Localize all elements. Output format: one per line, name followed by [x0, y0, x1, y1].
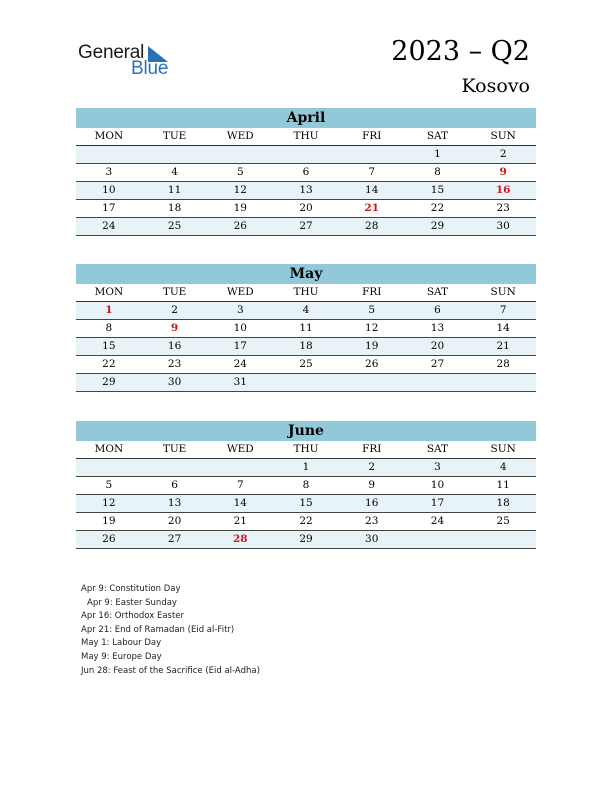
- day-cell: 3: [236, 304, 244, 316]
- weekday-label: THU: [293, 286, 319, 298]
- day-cell: 6: [171, 479, 178, 491]
- day-cell: 8: [302, 479, 310, 491]
- week-row: [76, 459, 536, 477]
- day-cell: 21: [496, 340, 510, 352]
- day-cell: 29: [430, 220, 445, 232]
- day-cell: 7: [236, 479, 244, 491]
- day-cell: 13: [299, 184, 313, 196]
- weekday-label: MON: [94, 443, 124, 455]
- day-cell: 20: [167, 515, 182, 527]
- day-cell: 12: [102, 497, 116, 509]
- month-may: [76, 264, 536, 392]
- day-cell: 15: [299, 497, 313, 509]
- day-cell: 28: [365, 220, 379, 232]
- day-cell: 6: [302, 166, 310, 178]
- weekday-header-row: [76, 441, 536, 459]
- week-row: [76, 356, 536, 374]
- day-cell: 19: [365, 340, 379, 352]
- day-cell: 16: [167, 340, 182, 352]
- day-cell: 25: [299, 358, 313, 370]
- logo-text-general: General: [78, 42, 145, 63]
- day-cell: 10: [102, 184, 116, 196]
- month-june: [76, 421, 536, 549]
- day-cell: 24: [233, 358, 247, 370]
- day-cell: 4: [171, 166, 178, 178]
- day-cell: 13: [167, 497, 182, 509]
- day-cell: 25: [167, 220, 182, 232]
- week-row: [76, 477, 536, 495]
- weekday-label: TUE: [162, 130, 187, 142]
- day-cell: 23: [365, 515, 379, 527]
- day-cell: [470, 531, 536, 548]
- day-cell: 15: [102, 340, 116, 352]
- day-cell: 29: [299, 533, 313, 545]
- day-cell: 5: [236, 166, 244, 178]
- day-cell: 27: [167, 533, 182, 545]
- week-row: [76, 495, 536, 513]
- weekday-header-row: [76, 128, 536, 146]
- weekday-label: FRI: [362, 130, 382, 142]
- day-cell: 26: [365, 358, 379, 370]
- country-name: Kosovo: [461, 75, 530, 97]
- day-cell: 22: [299, 515, 313, 527]
- holiday-note: Jun 28: Feast of the Sacrifice (Eid al-Adha): [81, 665, 260, 676]
- day-cell: 17: [233, 340, 247, 352]
- day-cell: 14: [365, 184, 379, 196]
- day-cell: 16: [365, 497, 379, 509]
- day-cell: 15: [430, 184, 445, 196]
- weekday-label: SAT: [426, 286, 449, 298]
- weekday-header-row: [76, 284, 536, 302]
- weekday-label: SAT: [426, 443, 449, 455]
- holiday-day-cell: 1: [105, 304, 113, 316]
- week-row: [76, 513, 536, 531]
- holiday-day-cell: 21: [364, 202, 380, 214]
- day-cell: 22: [430, 202, 445, 214]
- day-cell: [207, 459, 273, 476]
- holiday-note: May 1: Labour Day: [81, 638, 162, 649]
- day-cell: 29: [102, 376, 116, 388]
- day-cell: 18: [299, 340, 313, 352]
- holiday-day-cell: 28: [232, 533, 248, 545]
- week-row: [76, 218, 536, 236]
- day-cell: 13: [430, 322, 445, 334]
- day-cell: [273, 374, 339, 391]
- logo-text-blue: Blue: [131, 58, 169, 79]
- week-row: [76, 374, 536, 392]
- day-cell: 6: [434, 304, 441, 316]
- day-cell: 2: [171, 304, 178, 316]
- day-cell: [470, 374, 536, 391]
- day-cell: 17: [430, 497, 445, 509]
- day-cell: 20: [430, 340, 445, 352]
- day-cell: 14: [496, 322, 510, 334]
- holiday-note: May 9: Europe Day: [81, 651, 162, 662]
- day-cell: 23: [496, 202, 510, 214]
- day-cell: 27: [430, 358, 445, 370]
- day-cell: 18: [167, 202, 182, 214]
- month-title: May: [76, 264, 536, 284]
- day-cell: 26: [233, 220, 247, 232]
- weekday-label: SAT: [426, 130, 449, 142]
- day-cell: 24: [102, 220, 116, 232]
- day-cell: 28: [496, 358, 510, 370]
- holiday-day-cell: 16: [495, 184, 511, 196]
- day-cell: 5: [368, 304, 376, 316]
- day-cell: [207, 146, 273, 163]
- day-cell: 12: [233, 184, 247, 196]
- weekday-label: SUN: [490, 286, 516, 298]
- week-row: [76, 338, 536, 356]
- day-cell: 4: [499, 461, 507, 473]
- day-cell: 8: [105, 322, 113, 334]
- weekday-label: WED: [226, 130, 254, 142]
- day-cell: 2: [368, 461, 376, 473]
- holiday-list: [81, 583, 260, 678]
- day-cell: 20: [299, 202, 313, 214]
- day-cell: 31: [233, 376, 247, 388]
- week-row: [76, 320, 536, 338]
- day-cell: 1: [434, 148, 441, 160]
- day-cell: 10: [233, 322, 247, 334]
- weekday-label: SUN: [490, 443, 516, 455]
- day-cell: 30: [496, 220, 510, 232]
- day-cell: 19: [233, 202, 247, 214]
- day-cell: 27: [299, 220, 313, 232]
- day-cell: 7: [499, 304, 507, 316]
- day-cell: 9: [368, 479, 376, 491]
- weekday-label: TUE: [162, 286, 187, 298]
- day-cell: 30: [167, 376, 182, 388]
- day-cell: 5: [105, 479, 113, 491]
- day-cell: 30: [365, 533, 379, 545]
- day-cell: 4: [302, 304, 310, 316]
- weekday-label: MON: [94, 286, 124, 298]
- day-cell: 1: [302, 461, 310, 473]
- weekday-label: WED: [226, 443, 254, 455]
- day-cell: 12: [365, 322, 379, 334]
- day-cell: [76, 146, 142, 163]
- day-cell: 14: [233, 497, 247, 509]
- page-title: 2023 – Q2: [391, 36, 530, 67]
- day-cell: [339, 146, 405, 163]
- day-cell: 11: [496, 479, 510, 491]
- holiday-note: Apr 16: Orthodox Easter: [81, 611, 185, 622]
- day-cell: 7: [368, 166, 376, 178]
- week-row: [76, 200, 536, 218]
- day-cell: 18: [496, 497, 510, 509]
- holiday-note: Apr 9: Constitution Day: [81, 584, 181, 594]
- week-row: [76, 302, 536, 320]
- day-cell: 3: [105, 166, 113, 178]
- day-cell: [405, 374, 471, 391]
- day-cell: 22: [102, 358, 116, 370]
- day-cell: [142, 146, 208, 163]
- weekday-label: MON: [94, 130, 124, 142]
- day-cell: 19: [102, 515, 116, 527]
- day-cell: [405, 531, 471, 548]
- day-cell: 21: [233, 515, 247, 527]
- holiday-note: Apr 21: End of Ramadan (Eid al-Fitr): [81, 624, 235, 635]
- week-row: [76, 531, 536, 549]
- holiday-day-cell: 9: [499, 166, 507, 178]
- holiday-day-cell: 9: [170, 322, 179, 334]
- day-cell: 10: [430, 479, 445, 491]
- month-april: [76, 108, 536, 236]
- weekday-label: FRI: [362, 286, 382, 298]
- weekday-label: WED: [226, 286, 254, 298]
- day-cell: 3: [434, 461, 441, 473]
- day-cell: 2: [499, 148, 507, 160]
- week-row: [76, 164, 536, 182]
- day-cell: [142, 459, 208, 476]
- week-row: [76, 182, 536, 200]
- month-title: April: [76, 108, 536, 128]
- day-cell: 24: [430, 515, 445, 527]
- day-cell: 26: [102, 533, 116, 545]
- day-cell: 25: [496, 515, 510, 527]
- month-title: June: [76, 421, 536, 441]
- weekday-label: TUE: [162, 443, 187, 455]
- weekday-label: FRI: [362, 443, 382, 455]
- day-cell: [273, 146, 339, 163]
- day-cell: [76, 459, 142, 476]
- day-cell: [339, 374, 405, 391]
- weekday-label: SUN: [490, 130, 516, 142]
- day-cell: 11: [167, 184, 182, 196]
- holiday-note: Apr 9: Easter Sunday: [87, 597, 177, 608]
- weekday-label: THU: [293, 130, 319, 142]
- week-row: [76, 146, 536, 164]
- day-cell: 17: [102, 202, 116, 214]
- day-cell: 8: [434, 166, 441, 178]
- logo: [78, 40, 188, 80]
- weekday-label: THU: [293, 443, 319, 455]
- day-cell: 23: [167, 358, 182, 370]
- day-cell: 11: [299, 322, 313, 334]
